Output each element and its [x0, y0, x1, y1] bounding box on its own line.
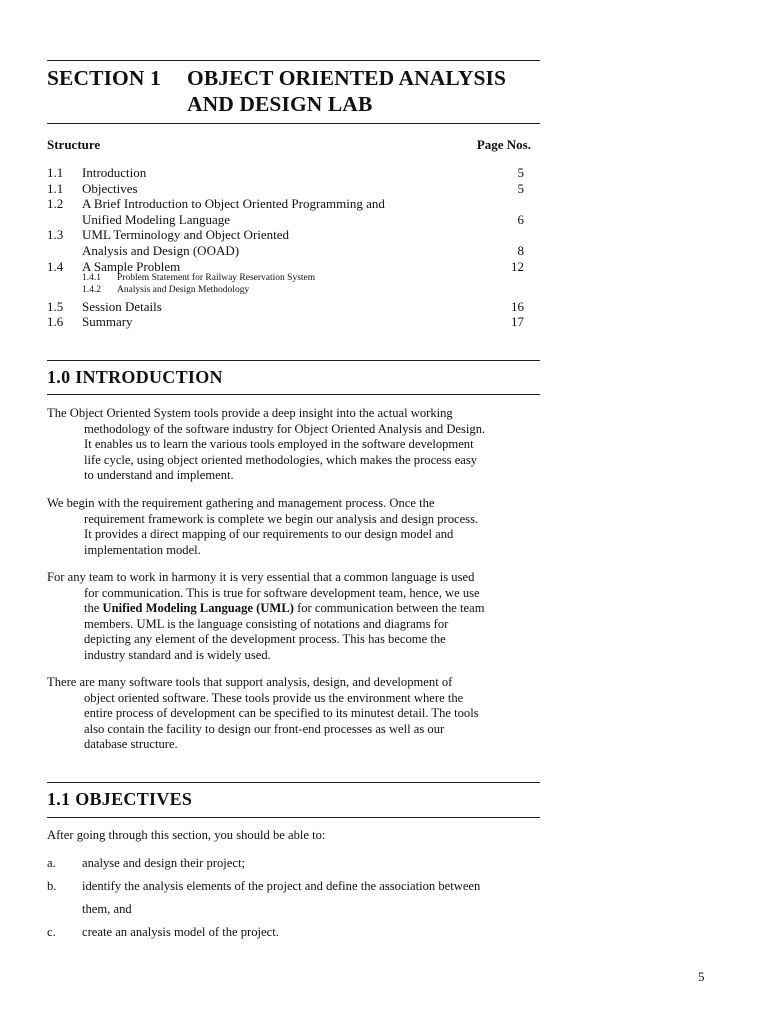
- text-line: also contain the facility to design our front-end processes as well as our: [84, 721, 445, 736]
- toc-text: Analysis and Design (OOAD): [82, 243, 240, 258]
- text-line: It provides a direct mapping of our requirements to our design model and: [84, 527, 454, 542]
- objectives-heading: 1.1 OBJECTIVES: [47, 789, 193, 809]
- objective-text: them, and: [82, 902, 132, 916]
- text-line: database structure.: [84, 737, 178, 752]
- toc-sub-text: Analysis and Design Methodology: [117, 285, 250, 295]
- toc-sub-text: Problem Statement for Railway Reservation System: [117, 273, 316, 283]
- objective-marker: c.: [47, 925, 56, 939]
- toc-text: Unified Modeling Language: [82, 211, 231, 227]
- toc-num: 1.2: [47, 196, 64, 212]
- intro-paragraph-2: [47, 496, 547, 558]
- toc-num: 1.4: [47, 258, 64, 274]
- toc-text: UML Terminology and Object Oriented: [82, 227, 290, 243]
- text-line: for communication. This is true for software development team, hence, we use: [84, 585, 480, 600]
- objective-marker: b.: [47, 879, 57, 893]
- toc-text: A Brief Introduction to Object Oriented Programming and: [82, 196, 385, 212]
- text-line: entire process of development can be specified to its minutest detail. The tools: [84, 706, 479, 721]
- text-line: For any team to work in harmony it is very essential that a common language is used: [47, 570, 475, 584]
- text-run: the: [84, 601, 103, 616]
- text-line: We begin with the requirement gathering and management process. Once the: [47, 496, 435, 510]
- text-line: to understand and implement.: [84, 468, 234, 483]
- text-line: [47, 601, 547, 617]
- structure-header: [47, 137, 531, 153]
- objectives-bottom-rule: [47, 817, 540, 818]
- section-title-line2: AND DESIGN LAB: [187, 92, 373, 116]
- section-title-line1: OBJECT ORIENTED ANALYSIS: [187, 66, 507, 90]
- section-number: SECTION 1: [47, 66, 161, 90]
- intro-paragraph-4: [47, 675, 547, 753]
- intro-paragraph-3: [47, 570, 547, 664]
- objective-text: identify the analysis elements of the project and define the association between: [82, 879, 481, 893]
- toc-page: 12: [511, 258, 524, 274]
- text-line: members. UML is the language consisting of notations and diagrams for: [84, 616, 449, 631]
- toc-page: 6: [517, 211, 524, 227]
- toc-page: 16: [511, 298, 524, 314]
- page-nos-label: Page Nos.: [476, 137, 531, 152]
- toc-text: Introduction: [82, 165, 147, 180]
- objective-marker: a.: [47, 856, 56, 870]
- text-line: industry standard and is widely used.: [84, 647, 271, 662]
- text-run: for communication between the team: [293, 601, 485, 616]
- text-line: depicting any element of the development process. This has become the: [84, 632, 446, 647]
- toc-page: 5: [517, 165, 524, 180]
- toc-page: 8: [517, 243, 524, 258]
- objectives-top-rule: [47, 782, 540, 783]
- text-line: implementation model.: [84, 542, 201, 557]
- objective-text: create an analysis model of the project.: [82, 925, 279, 939]
- toc-text: Objectives: [82, 180, 138, 196]
- text-line: requirement framework is complete we begin our analysis and design process.: [84, 511, 479, 526]
- introduction-heading: 1.0 INTRODUCTION: [47, 367, 223, 387]
- toc-num: 1.6: [47, 314, 64, 329]
- page-number: 5: [698, 969, 705, 984]
- text-line: There are many software tools that support analysis, design, and development of: [47, 675, 453, 689]
- objectives-intro: After going through this section, you should be able to:: [47, 828, 326, 842]
- text-line: The Object Oriented System tools provide a deep insight into the actual working: [47, 406, 453, 420]
- objective-text: analyse and design their project;: [82, 856, 245, 870]
- toc-num: 1.1: [47, 165, 64, 180]
- uml-emphasis: Unified Modeling Language (UML): [102, 601, 294, 616]
- text-line: methodology of the software industry for Object Oriented Analysis and Design.: [84, 421, 486, 436]
- toc-text: Summary: [82, 314, 133, 329]
- text-line: life cycle, using object oriented methodologies, which makes the process easy: [84, 452, 478, 467]
- intro-paragraph-1: [47, 406, 547, 484]
- intro-top-rule: [47, 360, 540, 361]
- toc-sub-num: 1.4.1: [82, 273, 101, 283]
- toc-num: 1.5: [47, 298, 64, 314]
- top-rule: [47, 60, 540, 61]
- toc-num: 1.3: [47, 227, 64, 243]
- title-bottom-rule: [47, 123, 540, 124]
- toc-text: Session Details: [82, 298, 162, 314]
- toc-text: A Sample Problem: [82, 258, 181, 274]
- toc-num: 1.1: [47, 180, 64, 196]
- structure-label: Structure: [47, 137, 101, 152]
- toc-page: 5: [517, 180, 524, 196]
- intro-bottom-rule: [47, 394, 540, 395]
- toc-page: 17: [511, 314, 524, 329]
- text-line: object oriented software. These tools provide us the environment where the: [84, 690, 464, 705]
- text-line: It enables us to learn the various tools employed in the software development: [84, 437, 474, 452]
- toc-sub-num: 1.4.2: [82, 285, 101, 295]
